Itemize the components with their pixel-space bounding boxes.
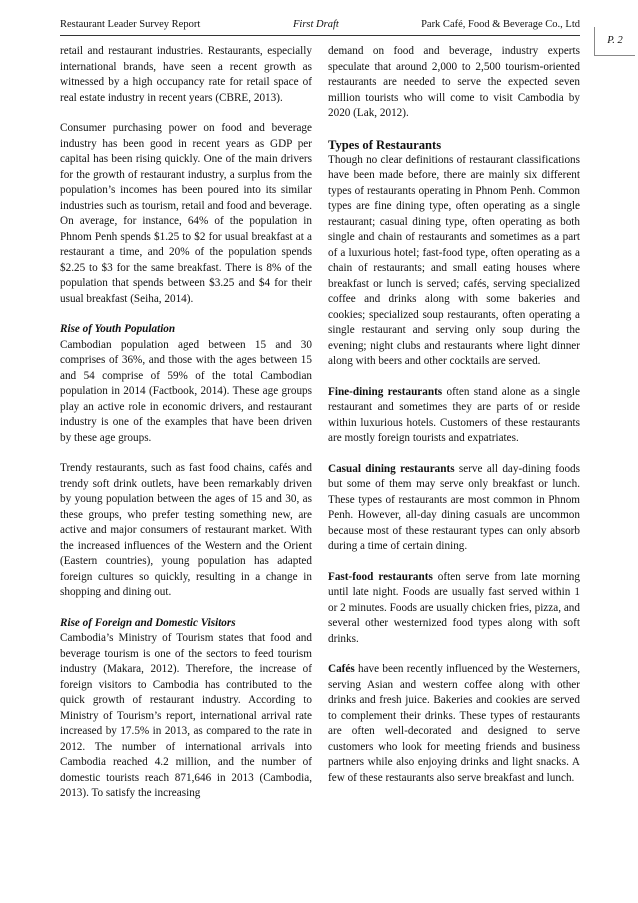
paragraph-fine-dining	[328, 385, 580, 447]
term-casual-dining: Casual dining restaurants	[328, 462, 455, 475]
text-casual-dining: serve all day-dining foods but some of them may serve only breakfast or lunch. These types of restaurants are most common in Phnom Penh. However, all-day dining casuals are uncommon because most of these restaurant types can only absorb during a time of certain dining.	[328, 462, 580, 552]
term-fast-food: Fast-food restaurants	[328, 570, 433, 583]
paragraph-retail-growth: retail and restaurant industries. Restaurants, especially international brands, have seen a recent growth as witnessed by a high occupancy rate for retail space of real estate industry in recent years (CBRE, 2013).	[60, 45, 312, 104]
paragraph-tourism-demand: demand on food and beverage, industry experts speculate that around 2,000 to 2,500 tourism-oriented restaurants are needed to serve the expected seven million tourists who will come to visit Cambodia by 2020 (Lak, 2012).	[328, 45, 580, 119]
paragraph-purchasing-power: Consumer purchasing power on food and beverage industry has been good in recent years as GDP per capital has been rising quickly. One of the main drivers for the growth of restaurant industry, a surplus from the population’s incomes has been poured into its similar industries such as tourism, retail and food and beverage. On average, for instance, 64% of the population in Phnom Penh spends $1.25 to $2 for usual breakfast at a restaurant a time, and 20% of the population spends $2.25 to $3 for the same breakfast. There is 8% of the population that spends between $3.25 and $4 for their usual breakfast (Seiha, 2014).	[60, 122, 312, 305]
paragraph-trendy-restaurants: Trendy restaurants, such as fast food chains, cafés and trendy soft drink outlets, have been remarkably driven by young population between the ages of 15 and 30, as these groups, who prefer testing something new, are active and major consumers of restaurant market. With the increased influences of the Western and the Orient (Eastern countries), young population has adapted foreign cultures so quickly, resulting in a change in shopping and dining out.	[60, 462, 312, 598]
text-cafes: have been recently influenced by the Westerners, serving Asian and western coffee along with other drinks and fresh juice. Bakeries and cookies are served to complement their drinks. These types of restaurants are often well-decorated and designed to serve customers who look for meeting friends and business partners while also enjoying drinks and light snacks. A few of these restaurants also serve breakfast and lunch.	[328, 663, 580, 784]
paragraph-youth-demographics: Cambodian population aged between 15 and 30 comprises of 36%, and those with the ages between 15 and 54 comprise of 59% of the total Cambodian population in 2014 (Factbook, 2014). These age groups play an active role in economic drivers, and restaurant industry is one of the examples that have been driven by these age groups.	[60, 338, 312, 444]
term-cafes: Cafés	[328, 663, 355, 675]
right-column	[328, 44, 580, 801]
paragraph-fast-food	[328, 570, 580, 648]
paragraph-restaurant-types: Though no clear definitions of restaurant classifications have been made before, there are mainly six different types of restaurants operating in Phnom Penh. Common types are fine dining type, often operating as a single restaurant; casual dining type, often operating as both single and chain of restaurants and sometimes as a part of a luxurious hotel; fast-food type, often operating as a chain of restaurants; and small eating houses where breakfast or lunch is served; cafés, serving specialized coffee and drinks along with some bakeries and cookies; specialized soup restaurants, often operating a single restaurant and serving only soup during the evening; night clubs and restaurants where light dinner along with beers and other cocktails are served.	[328, 153, 580, 367]
text-fine-dining: often stand alone as a single restaurant and sometimes they are parts of or reside within luxurious hotels. Customers of these restaurants are mostly foreign tourists and expatriates.	[328, 385, 580, 444]
page-number: P. 2	[594, 27, 635, 56]
subheading-youth-population: Rise of Youth Population	[60, 323, 176, 335]
header-report-title: Restaurant Leader Survey Report	[60, 19, 201, 30]
header-draft-label: First Draft	[293, 19, 339, 30]
heading-types-of-restaurants: Types of Restaurants	[328, 137, 442, 152]
paragraph-tourism: Cambodia’s Ministry of Tourism states that food and beverage tourism is one of the sectors to feed tourism industry (Makara, 2012). Therefore, the increase of foreign visitors to Cambodia has contributed to the quick growth of restaurant industry. According to Ministry of Tourism’s report, international arrival rate increased by 17.5% in 2013, as compared to the rate in 2012. The number of international arrivals into Cambodia reached 4.2 million, and the number of domestic tourists reach 871,646 in 2013 (Cambodia, 2013). To satisfy the increasing	[60, 632, 312, 799]
paragraph-casual-dining	[328, 462, 580, 555]
term-fine-dining: Fine-dining restaurants	[328, 385, 443, 398]
page-header	[60, 18, 580, 34]
paragraph-cafes	[328, 662, 580, 786]
text-fast-food: often serve from late morning until late night. Foods are usually fast served within 1 or 2 minutes. Foods are usually chicken fries, pizza, and several other westernized food types along with soft drinks.	[328, 570, 580, 645]
header-divider	[60, 35, 580, 36]
subheading-visitors: Rise of Foreign and Domestic Visitors	[60, 616, 236, 629]
left-column	[60, 44, 312, 817]
header-company-name: Park Café, Food & Beverage Co., Ltd	[421, 19, 580, 30]
